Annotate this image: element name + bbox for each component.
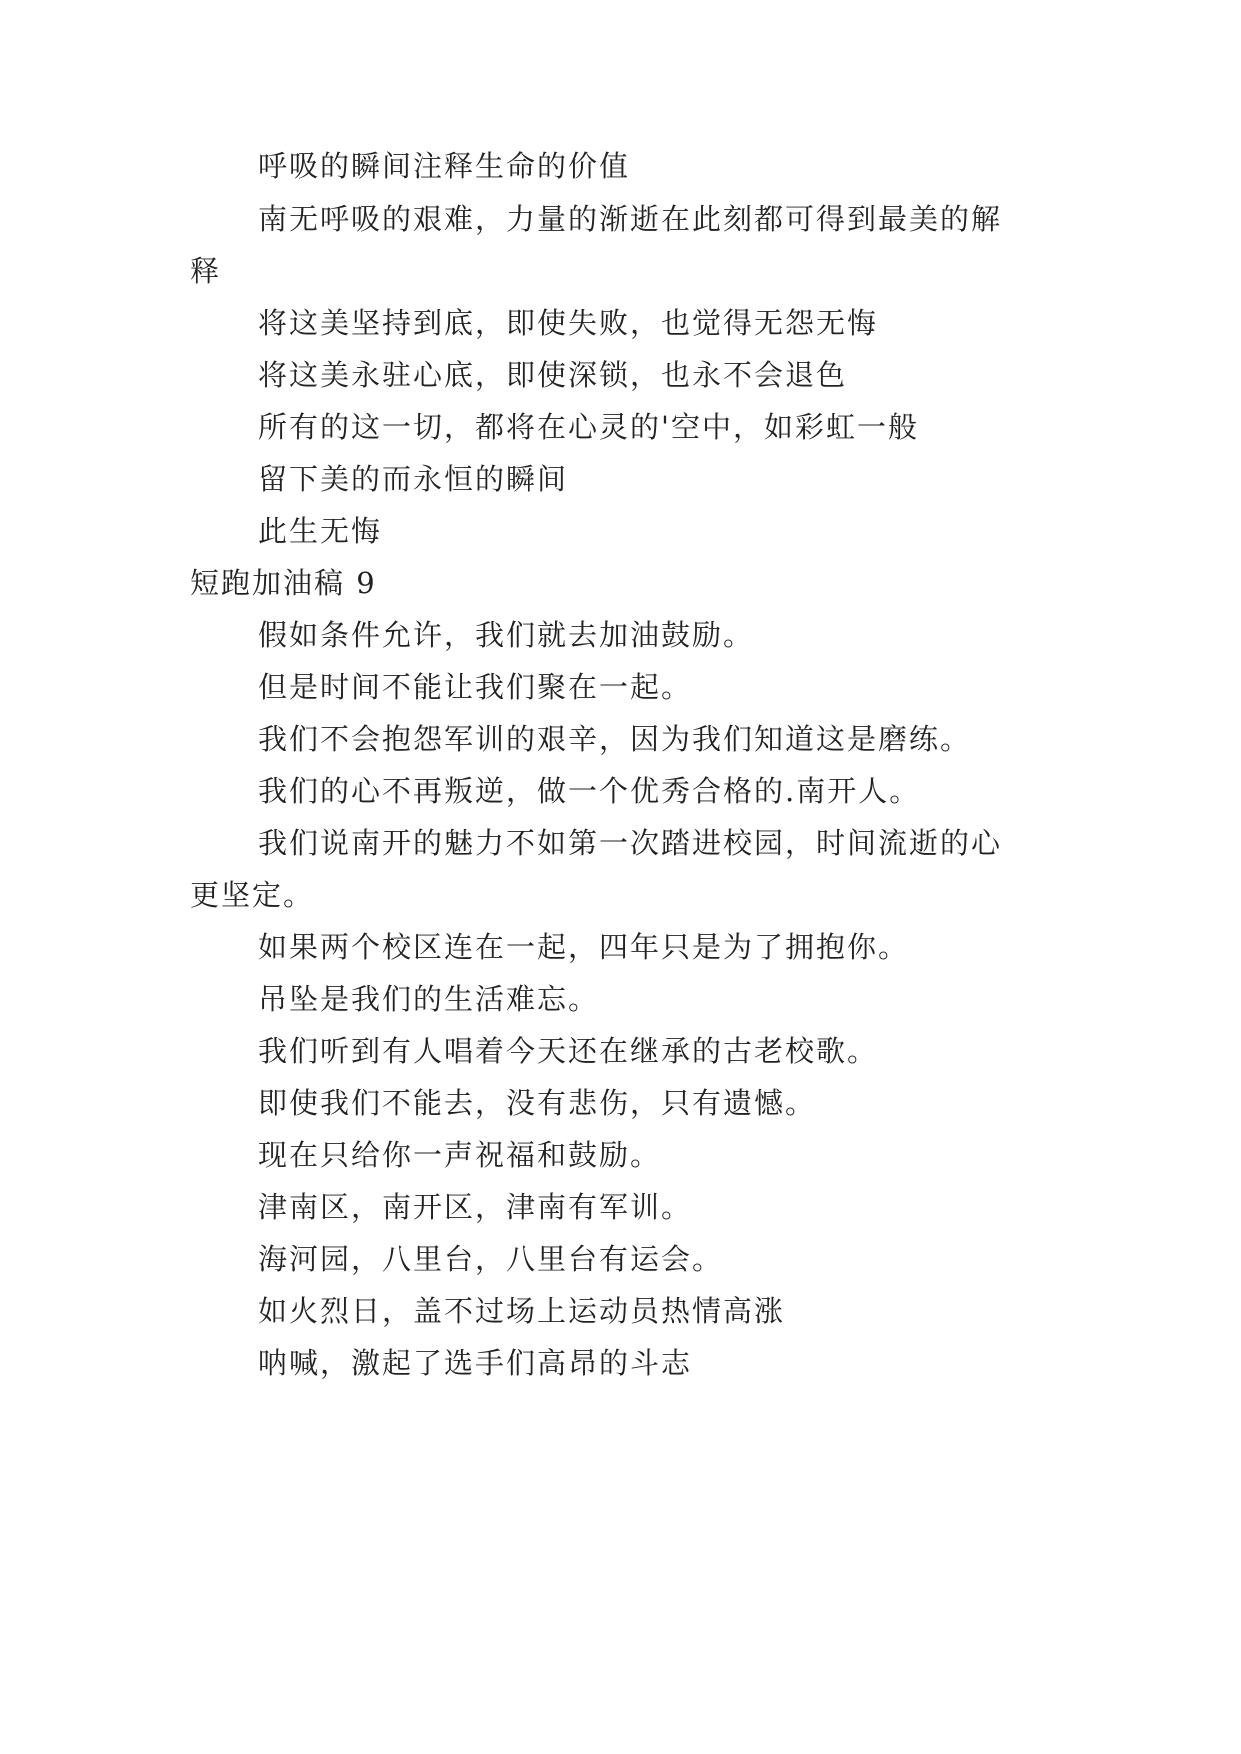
text-line: 所有的这一切，都将在心灵的'空中，如彩虹一般	[258, 410, 919, 444]
text-line: 将这美永驻心底，即使深锁，也永不会退色	[258, 358, 848, 392]
text-line: 留下美的而永恒的瞬间	[258, 462, 569, 496]
text-line: 现在只给你一声祝福和鼓励。	[258, 1138, 662, 1172]
text-line: 更坚定。	[190, 878, 315, 912]
text-line: 呐喊，激起了选手们高昂的斗志	[258, 1346, 693, 1380]
text-line: 如果两个校区连在一起，四年只是为了拥抱你。	[258, 930, 910, 964]
text-line: 释	[190, 254, 222, 288]
section-heading: 短跑加油稿 9	[190, 566, 377, 600]
text-line: 海河园，八里台，八里台有运会。	[258, 1242, 724, 1276]
text-line: 我们不会抱怨军训的艰辛，因为我们知道这是磨练。	[258, 722, 972, 756]
text-line: 呼吸的瞬间注释生命的价值	[258, 149, 631, 183]
text-line: 将这美坚持到底，即使失败，也觉得无怨无悔	[258, 306, 879, 340]
text-line: 此生无悔	[258, 514, 383, 548]
text-line: 但是时间不能让我们聚在一起。	[258, 670, 693, 704]
text-line: 津南区，南开区，津南有军训。	[258, 1190, 693, 1224]
text-line: 假如条件允许，我们就去加油鼓励。	[258, 618, 755, 652]
text-line: 南无呼吸的艰难，力量的渐逝在此刻都可得到最美的解	[258, 202, 1003, 236]
text-line: 我们听到有人唱着今天还在继承的古老校歌。	[258, 1034, 879, 1068]
text-line: 我们说南开的魅力不如第一次踏进校园，时间流逝的心	[258, 826, 1003, 860]
text-line: 我们的心不再叛逆，做一个优秀合格的.南开人。	[258, 774, 921, 808]
text-line: 即使我们不能去，没有悲伤，只有遗憾。	[258, 1086, 817, 1120]
text-line: 如火烈日，盖不过场上运动员热情高涨	[258, 1294, 786, 1328]
text-line: 吊坠是我们的生活难忘。	[258, 982, 600, 1016]
